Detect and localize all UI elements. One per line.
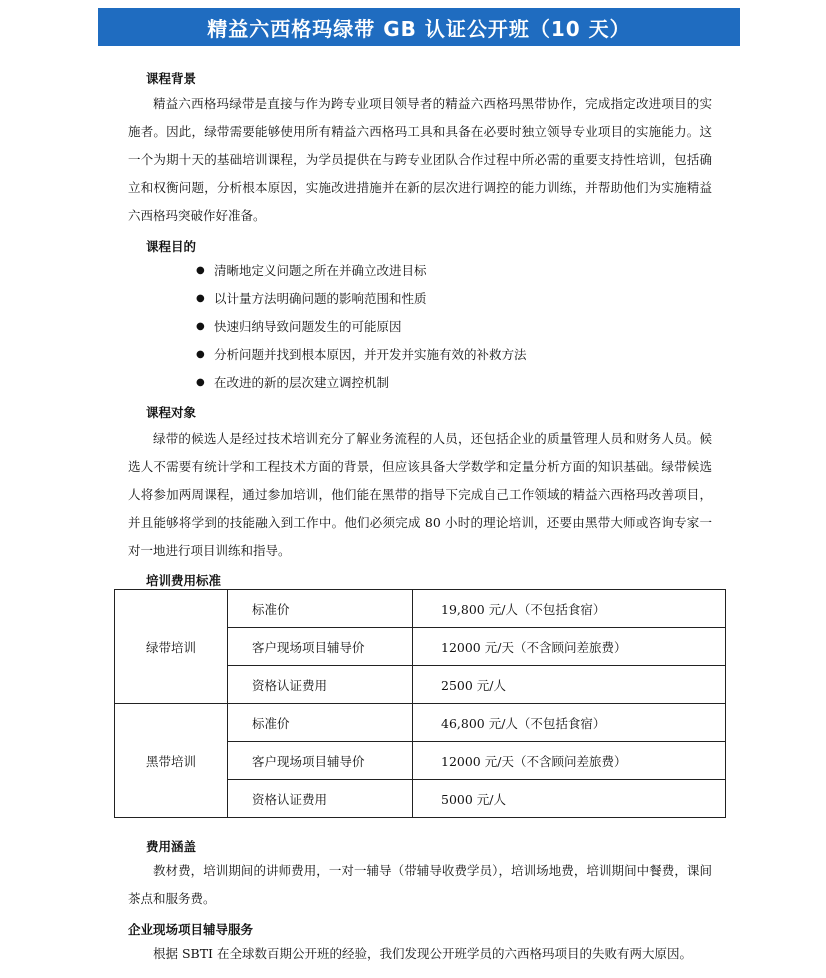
fee-item: 标准价 <box>228 590 413 628</box>
fee-value: 12000 元/天（不含顾问差旅费） <box>413 742 726 780</box>
objective-item: ● 快速归纳导致问题发生的可能原因 <box>196 313 527 341</box>
objectives-heading: 课程目的 <box>146 239 197 254</box>
bullet-icon: ● <box>196 349 205 360</box>
objective-item: ● 分析问题并找到根本原因，并开发并实施有效的补救方法 <box>196 341 527 369</box>
bullet-icon: ● <box>196 293 205 304</box>
background-text: 精益六西格玛绿带是直接与作为跨专业项目领导者的精益六西格玛黑带协作，完成指定改进项目的实施者。因此，绿带需要能够使用所有精益六西格玛工具和具备在必要时独立领导专业项目的实施能力。这一个为期十天的基础培训课程，为学员提供在与跨专业团队合作过程中所必需的重要支持性培训，包括确立和权衡问题，分析根本原因，实施改进措施并在新的层次进行调控的能力训练，并帮助他们为实施精益六西格玛突破作好准备。 <box>128 96 712 223</box>
fee-value: 12000 元/天（不含顾问差旅费） <box>413 628 726 666</box>
coverage-text: 教材费，培训期间的讲师费用，一对一辅导（带辅导收费学员），培训场地费，培训期间中餐费，课间茶点和服务费。 <box>128 863 712 906</box>
objective-item: ● 清晰地定义问题之所在并确立改进目标 <box>196 257 527 285</box>
bullet-icon: ● <box>196 321 205 332</box>
fee-value: 46,800 元/人（不包括食宿） <box>413 704 726 742</box>
onsite-text: 根据 SBTI 在全球数百期公开班的经验，我们发现公开班学员的六西格玛项目的失败有两大原因。 <box>153 946 692 961</box>
fee-item: 客户现场项目辅导价 <box>228 628 413 666</box>
table-row <box>115 704 726 742</box>
onsite-heading: 企业现场项目辅导服务 <box>128 922 254 937</box>
audience-heading: 课程对象 <box>146 405 197 420</box>
bullet-icon: ● <box>196 377 205 388</box>
group-label: 黑带培训 <box>115 704 228 818</box>
fees-table <box>114 589 726 818</box>
fee-item: 资格认证费用 <box>228 666 413 704</box>
objective-item: ● 以计量方法明确问题的影响范围和性质 <box>196 285 527 313</box>
bullet-icon: ● <box>196 265 205 276</box>
fee-item: 资格认证费用 <box>228 780 413 818</box>
fee-value: 2500 元/人 <box>413 666 726 704</box>
fee-item: 标准价 <box>228 704 413 742</box>
objective-item: ● 在改进的新的层次建立调控机制 <box>196 369 527 397</box>
page-title: 精益六西格玛绿带 GB 认证公开班（10 天） <box>98 8 740 46</box>
coverage-heading: 费用涵盖 <box>146 839 197 854</box>
background-heading: 课程背景 <box>146 71 197 86</box>
fee-item: 客户现场项目辅导价 <box>228 742 413 780</box>
group-label: 绿带培训 <box>115 590 228 704</box>
objectives-list <box>196 257 527 397</box>
fee-value: 5000 元/人 <box>413 780 726 818</box>
fee-value: 19,800 元/人（不包括食宿） <box>413 590 726 628</box>
table-row <box>115 590 726 628</box>
audience-text: 绿带的候选人是经过技术培训充分了解业务流程的人员，还包括企业的质量管理人员和财务人员。候选人不需要有统计学和工程技术方面的背景，但应该具备大学数学和定量分析方面的知识基础。绿带候选人将参加两周课程，通过参加培训，他们能在黑带的指导下完成自己工作领域的精益六西格玛改善项目，并且能够将学到的技能融入到工作中。他们必须完成 80 小时的理论培训，还要由黑带大师或咨询专家一对一地进行项目训练和指导。 <box>128 431 712 558</box>
fees-heading: 培训费用标准 <box>146 573 222 588</box>
